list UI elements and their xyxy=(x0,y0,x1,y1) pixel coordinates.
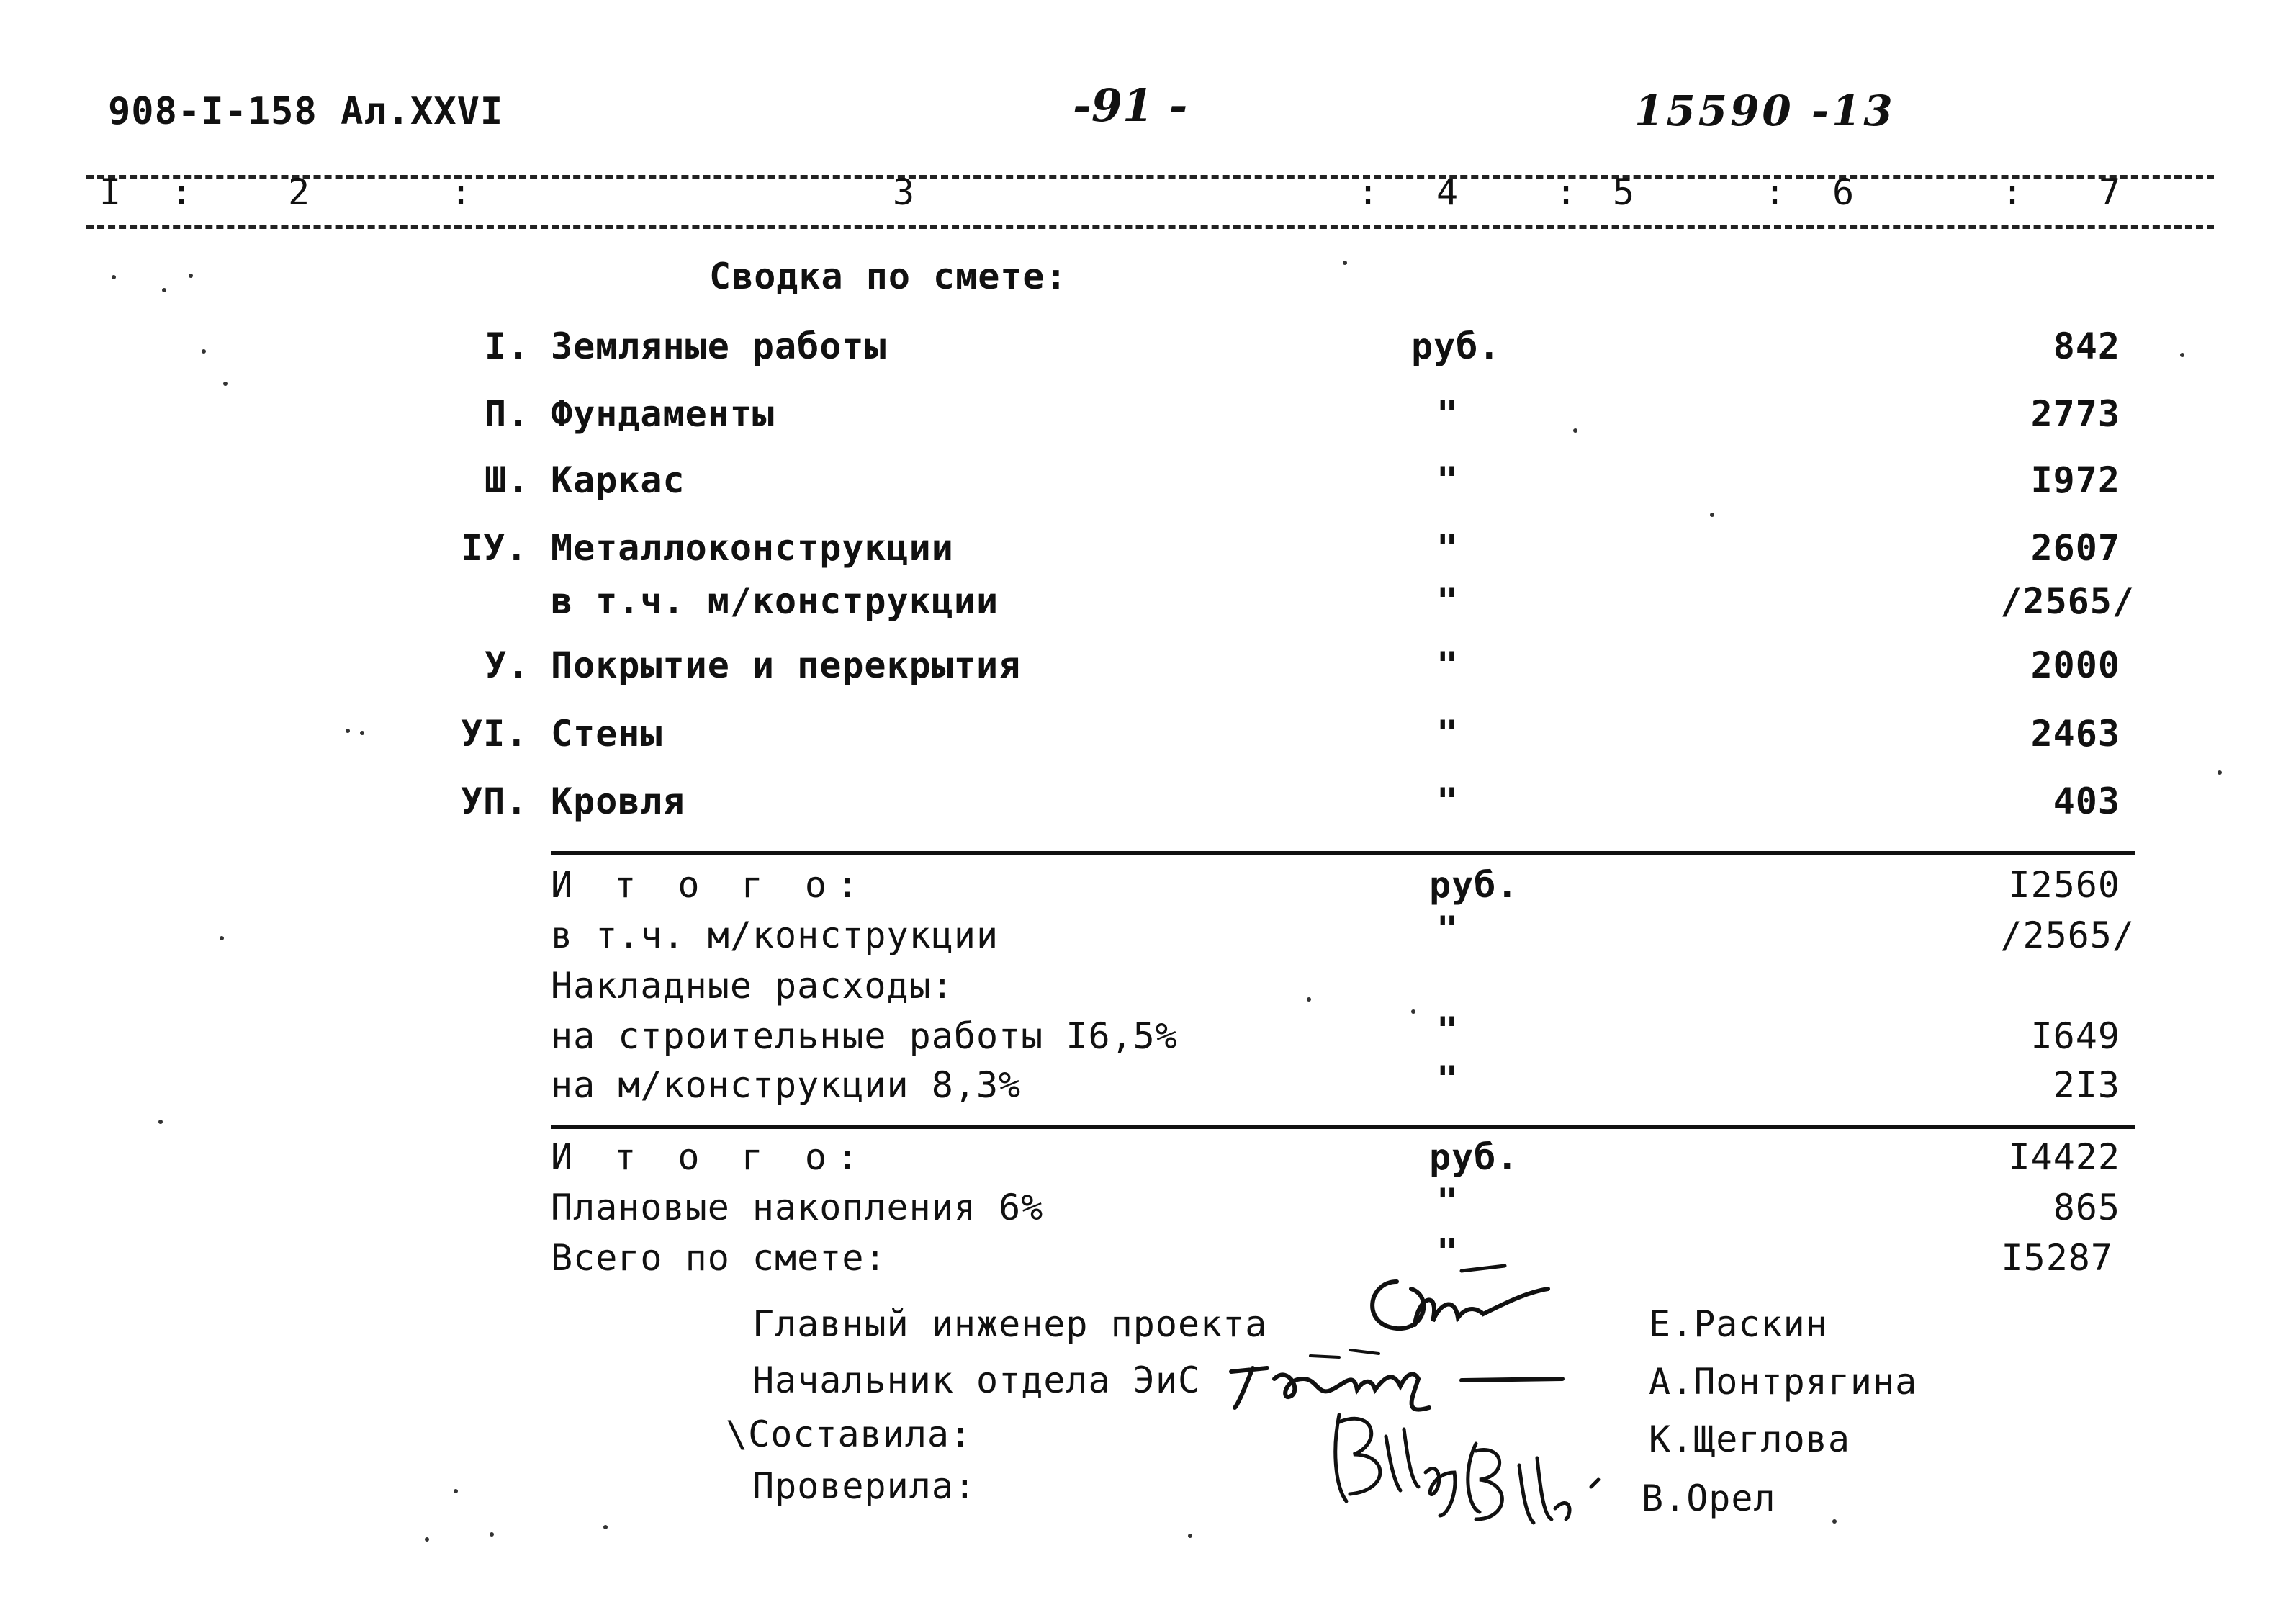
scan-speck xyxy=(223,382,228,386)
header-rule-top xyxy=(86,175,2214,179)
signature-scribble-compiler xyxy=(1318,1393,1620,1573)
column-separator: : xyxy=(1764,171,1787,213)
section-label: Кровля xyxy=(551,780,685,822)
section-value: 2463 xyxy=(2030,713,2120,755)
overhead-construction-label: на строительные работы I6,5% xyxy=(551,1015,1178,1057)
scan-speck xyxy=(112,275,116,279)
scan-speck xyxy=(1832,1519,1837,1524)
scan-speck xyxy=(202,349,206,354)
scan-speck xyxy=(1411,1009,1415,1014)
scan-speck xyxy=(1573,428,1577,433)
section-unit: " xyxy=(1436,713,1459,755)
section-value: 2000 xyxy=(2030,644,2120,686)
column-separator: : xyxy=(1555,171,1578,213)
scan-speck xyxy=(603,1525,608,1529)
overhead-construction-value: I649 xyxy=(2030,1015,2120,1057)
section-unit: " xyxy=(1436,644,1459,686)
signature-role: Начальник отдела ЭиС xyxy=(752,1359,1201,1401)
scan-speck xyxy=(1188,1534,1192,1538)
column-separator: : xyxy=(1357,171,1380,213)
section-unit: " xyxy=(1436,580,1459,622)
summary-title: Сводка по смете: xyxy=(709,256,1068,297)
scan-speck xyxy=(2218,770,2222,775)
section-value: 403 xyxy=(2053,780,2120,822)
doc-code: 908-I-158 Ал.XXVI xyxy=(108,90,504,133)
column-separator: : xyxy=(450,171,473,213)
section-unit: " xyxy=(1436,780,1459,822)
metalwork-share-value: /2565/ xyxy=(2000,914,2135,956)
section-label: Каркас xyxy=(551,459,685,501)
scan-speck xyxy=(346,729,350,733)
overhead-construction-unit: " xyxy=(1436,1009,1459,1051)
scan-speck xyxy=(189,274,193,278)
column-header-4: 4 xyxy=(1436,171,1459,213)
overhead-metalwork-unit: " xyxy=(1436,1058,1459,1100)
column-separator: : xyxy=(171,171,194,213)
signature-role: Проверила: xyxy=(752,1465,977,1507)
column-separator: : xyxy=(2002,171,2025,213)
grand-total-label: Всего по смете: xyxy=(551,1237,887,1279)
planned-savings-label: Плановые накопления 6% xyxy=(551,1187,1044,1228)
scan-speck xyxy=(2180,353,2184,357)
subtotal-label: И т о г о: xyxy=(551,864,869,906)
total-value: I4422 xyxy=(2008,1136,2120,1178)
scan-speck xyxy=(158,1120,163,1124)
scan-speck xyxy=(220,936,224,940)
inventory-number: 15590 -13 xyxy=(1634,86,1896,135)
scan-speck xyxy=(360,731,364,735)
header-rule-bottom xyxy=(86,225,2214,229)
page-number: -91 - xyxy=(1073,79,1188,132)
section-number: Ш. xyxy=(485,459,530,501)
section-number: УI. xyxy=(461,713,528,755)
section-unit: " xyxy=(1436,393,1459,435)
total-rule xyxy=(551,1125,2135,1129)
section-value: I972 xyxy=(2030,459,2120,501)
section-label: Фундаменты xyxy=(551,393,775,435)
section-value: 2773 xyxy=(2030,393,2120,435)
column-header-5: 5 xyxy=(1613,171,1636,213)
scan-speck xyxy=(425,1537,429,1542)
signature-name: К.Щеглова xyxy=(1649,1418,1850,1460)
section-number: П. xyxy=(485,393,530,435)
scan-speck xyxy=(454,1489,458,1493)
signature-name: А.Понтрягина xyxy=(1649,1361,1918,1403)
signature-role: \Составила: xyxy=(726,1413,973,1455)
signature-name: В.Орел xyxy=(1642,1477,1776,1519)
section-number: У. xyxy=(485,644,530,686)
column-header-6: 6 xyxy=(1832,171,1855,213)
section-value: 842 xyxy=(2053,325,2120,367)
scan-speck xyxy=(1307,997,1311,1002)
metalwork-share-unit: " xyxy=(1436,909,1459,950)
total-unit: руб. xyxy=(1429,1136,1519,1178)
section-label: Металлоконструкции xyxy=(551,527,954,569)
section-value: 2607 xyxy=(2030,527,2120,569)
section-label: в т.ч. м/конструкции xyxy=(551,580,999,622)
grand-total-value: I5287 xyxy=(2001,1237,2113,1279)
subtotal-rule xyxy=(551,851,2135,855)
column-header-3: 3 xyxy=(893,171,916,213)
planned-savings-value: 865 xyxy=(2053,1187,2120,1228)
subtotal-value: I2560 xyxy=(2008,864,2120,906)
scan-speck xyxy=(1710,513,1714,517)
overhead-metalwork-label: на м/конструкции 8,3% xyxy=(551,1064,1022,1106)
section-unit: " xyxy=(1436,459,1459,501)
total-label: И т о г о: xyxy=(551,1136,869,1178)
overhead-heading: Накладные расходы: xyxy=(551,965,954,1007)
section-label: Земляные работы xyxy=(551,325,887,367)
section-number: I. xyxy=(485,325,530,367)
section-number: IУ. xyxy=(461,527,528,569)
planned-savings-unit: " xyxy=(1436,1181,1459,1223)
section-value: /2565/ xyxy=(2000,580,2135,622)
section-unit: руб. xyxy=(1411,325,1501,367)
scan-speck xyxy=(1343,261,1347,265)
subtotal-unit: руб. xyxy=(1429,864,1519,906)
signature-scribble-chief-engineer xyxy=(1354,1253,1570,1346)
column-header-7: 7 xyxy=(2099,171,2122,213)
metalwork-share-label: в т.ч. м/конструкции xyxy=(551,914,999,956)
section-label: Стены xyxy=(551,713,663,755)
signature-name: Е.Раскин xyxy=(1649,1303,1828,1345)
column-header-1: I xyxy=(99,171,122,213)
overhead-metalwork-value: 2I3 xyxy=(2053,1064,2120,1106)
column-header-2: 2 xyxy=(288,171,311,213)
signature-role: Главный инженер проекта xyxy=(752,1303,1268,1345)
scan-speck xyxy=(162,288,166,292)
scan-speck xyxy=(490,1532,494,1537)
section-label: Покрытие и перекрытия xyxy=(551,644,1022,686)
section-unit: " xyxy=(1436,527,1459,569)
section-number: УП. xyxy=(461,780,528,822)
grand-total-unit: " xyxy=(1436,1231,1459,1273)
